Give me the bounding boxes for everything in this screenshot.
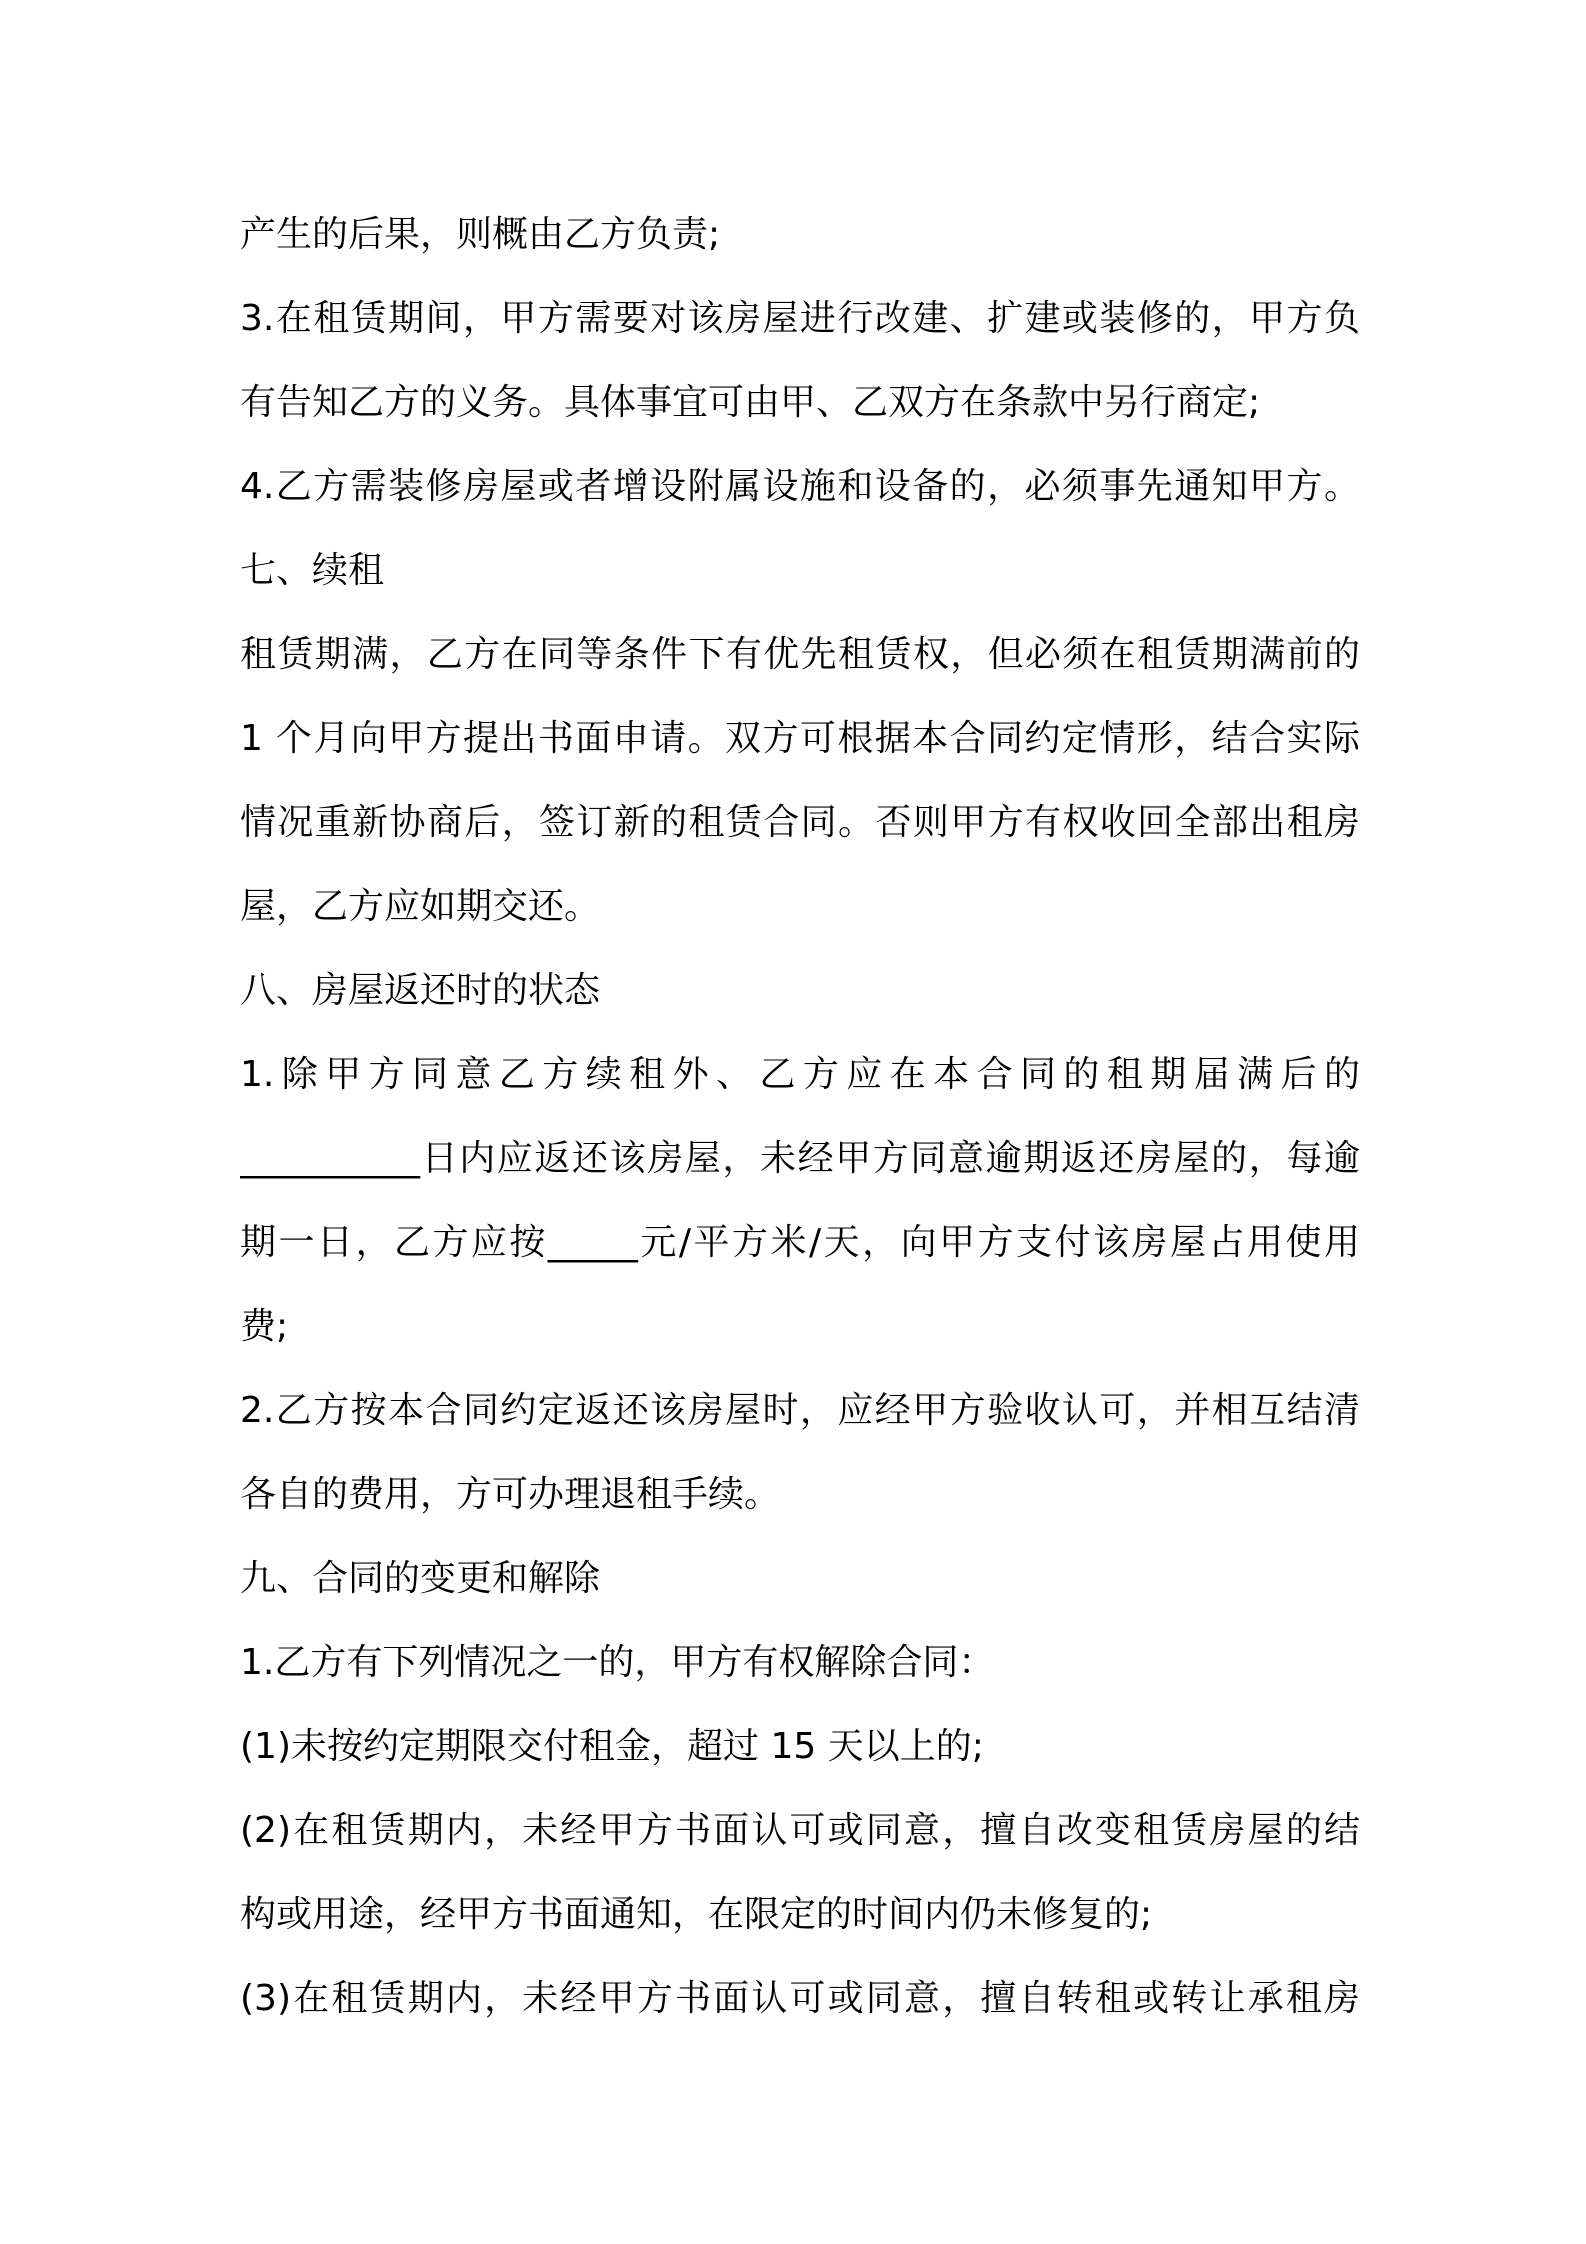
- paragraph-line: 产生的后果，则概由乙方负责;: [240, 214, 721, 255]
- paragraph-line: 2.乙方按本合同约定返还该房屋时，应经甲方验收认可，并相互结清: [240, 1390, 1360, 1431]
- paragraph-line: 费;: [240, 1306, 289, 1347]
- paragraph-line: 期一日，乙方应按_____元/平方米/天，向甲方支付该房屋占用使用: [240, 1222, 1360, 1263]
- paragraph-line: __________日内应返还该房屋，未经甲方同意逾期返还房屋的，每逾: [240, 1138, 1360, 1179]
- paragraph-line: 构或用途，经甲方书面通知，在限定的时间内仍未修复的;: [240, 1894, 1153, 1935]
- section-heading: 八、房屋返还时的状态: [240, 970, 601, 1011]
- paragraph-line: 1.乙方有下列情况之一的，甲方有权解除合同：: [240, 1642, 995, 1683]
- paragraph-line: (3)在租赁期内，未经甲方书面认可或同意，擅自转租或转让承租房: [240, 1978, 1360, 2019]
- section-heading: 九、合同的变更和解除: [240, 1558, 601, 1599]
- paragraph-line: 1.除甲方同意乙方续租外、乙方应在本合同的租期届满后的: [240, 1054, 1360, 1095]
- paragraph-line: (1)未按约定期限交付租金，超过 15 天以上的;: [240, 1726, 984, 1767]
- paragraph-line: 租赁期满，乙方在同等条件下有优先租赁权，但必须在租赁期满前的: [240, 634, 1360, 675]
- paragraph-line: 各自的费用，方可办理退租手续。: [240, 1474, 781, 1515]
- section-heading: 七、续租: [240, 550, 385, 591]
- paragraph-line: 情况重新协商后，签订新的租赁合同。否则甲方有权收回全部出租房: [240, 802, 1360, 843]
- paragraph-line: 屋，乙方应如期交还。: [240, 886, 601, 927]
- document-body: [240, 193, 1360, 2041]
- paragraph-line: 4.乙方需装修房屋或者增设附属设施和设备的，必须事先通知甲方。: [240, 466, 1360, 507]
- paragraph-line: 有告知乙方的义务。具体事宜可由甲、乙双方在条款中另行商定;: [240, 382, 1261, 423]
- paragraph-line: (2)在租赁期内，未经甲方书面认可或同意，擅自改变租赁房屋的结: [240, 1810, 1360, 1851]
- paragraph-line: 3.在租赁期间，甲方需要对该房屋进行改建、扩建或装修的，甲方负: [240, 298, 1360, 339]
- paragraph-line: 1 个月向甲方提出书面申请。双方可根据本合同约定情形，结合实际: [240, 718, 1360, 759]
